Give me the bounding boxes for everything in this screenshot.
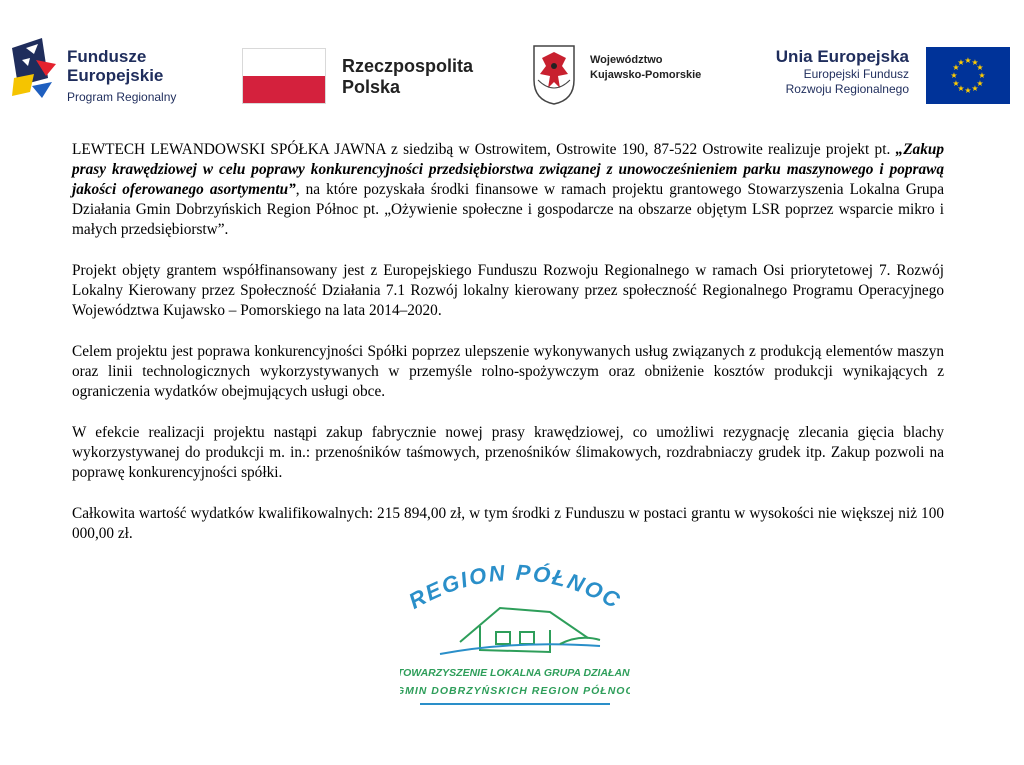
kujawsko-pomorskie-crest-icon (532, 44, 576, 106)
paragraph-project-info (72, 140, 944, 240)
wojewodztwo-line1: Województwo (590, 54, 663, 66)
fundusze-line3: Program Regionalny (67, 90, 177, 104)
svg-text:★: ★ (976, 79, 984, 88)
fundusze-line2: Europejskie (67, 66, 164, 85)
unia-europejska-logo (760, 44, 1010, 108)
paragraph-cofinancing: Projekt objęty grantem współfinansowany jest z Europejskiego Funduszu Rozwoju Regionalnego w ramach Osi priorytetowej 7. Rozwój Lokalny Kierowany przez Społeczność Działania 7.1 Rozwój lokalny kierowany przez społeczność Regionalnego Programu Operacyjnego Województwa Kujawsko – Pomorskiego na lata 2014–2020. (72, 262, 944, 319)
fundusze-line1: Fundusze (67, 47, 147, 66)
svg-text:★: ★ (971, 84, 979, 93)
paragraph-goal: Celem projektu jest poprawa konkurencyjności Spółki poprzez ulepszenie wykonywanych usług związanych z produkcją elementów maszyn oraz linii technologicznych wykorzystywanych w przemyśle rolno-spożywczym oraz obniżenie kosztów produkcji wynikających z ograniczenia wydatków obejmujących usługi obce. (72, 343, 944, 400)
unia-line1: Unia Europejska (775, 47, 909, 66)
rzeczpospolita-polska-logo (242, 46, 502, 106)
unia-line3: Rozwoju Regionalnego (785, 82, 909, 96)
polish-flag-icon (242, 48, 326, 104)
svg-text:★: ★ (964, 56, 972, 65)
document-body (72, 140, 944, 565)
fundusze-europejskie-logo (12, 38, 212, 108)
paragraph-1-intro: LEWTECH LEWANDOWSKI SPÓŁKA JAWNA z siedzibą w Ostrowitem, Ostrowite 190, 87-522 Ostrowite realizuje projekt pt. (72, 141, 896, 158)
svg-text:★: ★ (971, 58, 979, 67)
unia-line2: Europejski Fundusz (803, 67, 909, 81)
rzeczpospolita-line2: Polska (342, 77, 401, 97)
svg-text:★: ★ (952, 79, 960, 88)
region-polnoc-logo (400, 560, 630, 710)
header-logos (0, 0, 1024, 120)
svg-text:★: ★ (957, 84, 965, 93)
project-title: „Zakup prasy krawędziowej w celu poprawy konkurencyjności przedsiębiorstwa związanej z unowocześnieniem parku maszynowego i poprawą jakości oferowanego asortymentu” (72, 141, 944, 198)
fundusze-europejskie-mark-icon (12, 38, 56, 104)
svg-text:★: ★ (978, 71, 986, 80)
region-line1: STOWARZYSZENIE LOKALNA GRUPA DZIAŁANIA (400, 667, 630, 679)
paragraph-1-rest: , na które pozyskała środki finansowe w ramach projektu grantowego Stowarzyszenia Lokalna Grupa Działania Gmin Dobrzyńskich Region Północ pt. „Ożywienie społeczne i gospodarcze na obszarze objętym LSR poprzez wsparcie mikro i małych przedsiębiorstw”. (72, 181, 944, 238)
svg-text:★: ★ (976, 63, 984, 72)
house-icon (440, 608, 600, 654)
eu-flag-icon (926, 47, 1010, 104)
region-line2: GMIN DOBRZYŃSKICH REGION PÓŁNOC (400, 685, 630, 697)
svg-text:★: ★ (957, 58, 965, 67)
wojewodztwo-line2: Kujawsko-Pomorskie (590, 69, 702, 81)
rzeczpospolita-line1: Rzeczpospolita (342, 56, 474, 76)
svg-text:★: ★ (964, 86, 972, 95)
svg-text:★: ★ (950, 71, 958, 80)
svg-text:★: ★ (952, 63, 960, 72)
wojewodztwo-logo (532, 44, 732, 108)
paragraph-total-value: Całkowita wartość wydatków kwalifikowalnych: 215 894,00 zł, w tym środki z Funduszu w postaci grantu w wysokości nie większej niż 100 000,00 zł. (72, 505, 944, 542)
region-arc-text: REGION PÓŁNOC (404, 560, 626, 614)
paragraph-effect: W efekcie realizacji projektu nastąpi zakup fabrycznie nowej prasy krawędziowej, co umożliwi rezygnację zlecania gięcia blachy wykorzystywanej do produkcji m. in.: przenośników taśmowych, przenośników ślimakowych, rozdrabniaczy grudek itp. Zakup pozwoli na poprawę konkurencyjności spółki. (72, 424, 944, 481)
